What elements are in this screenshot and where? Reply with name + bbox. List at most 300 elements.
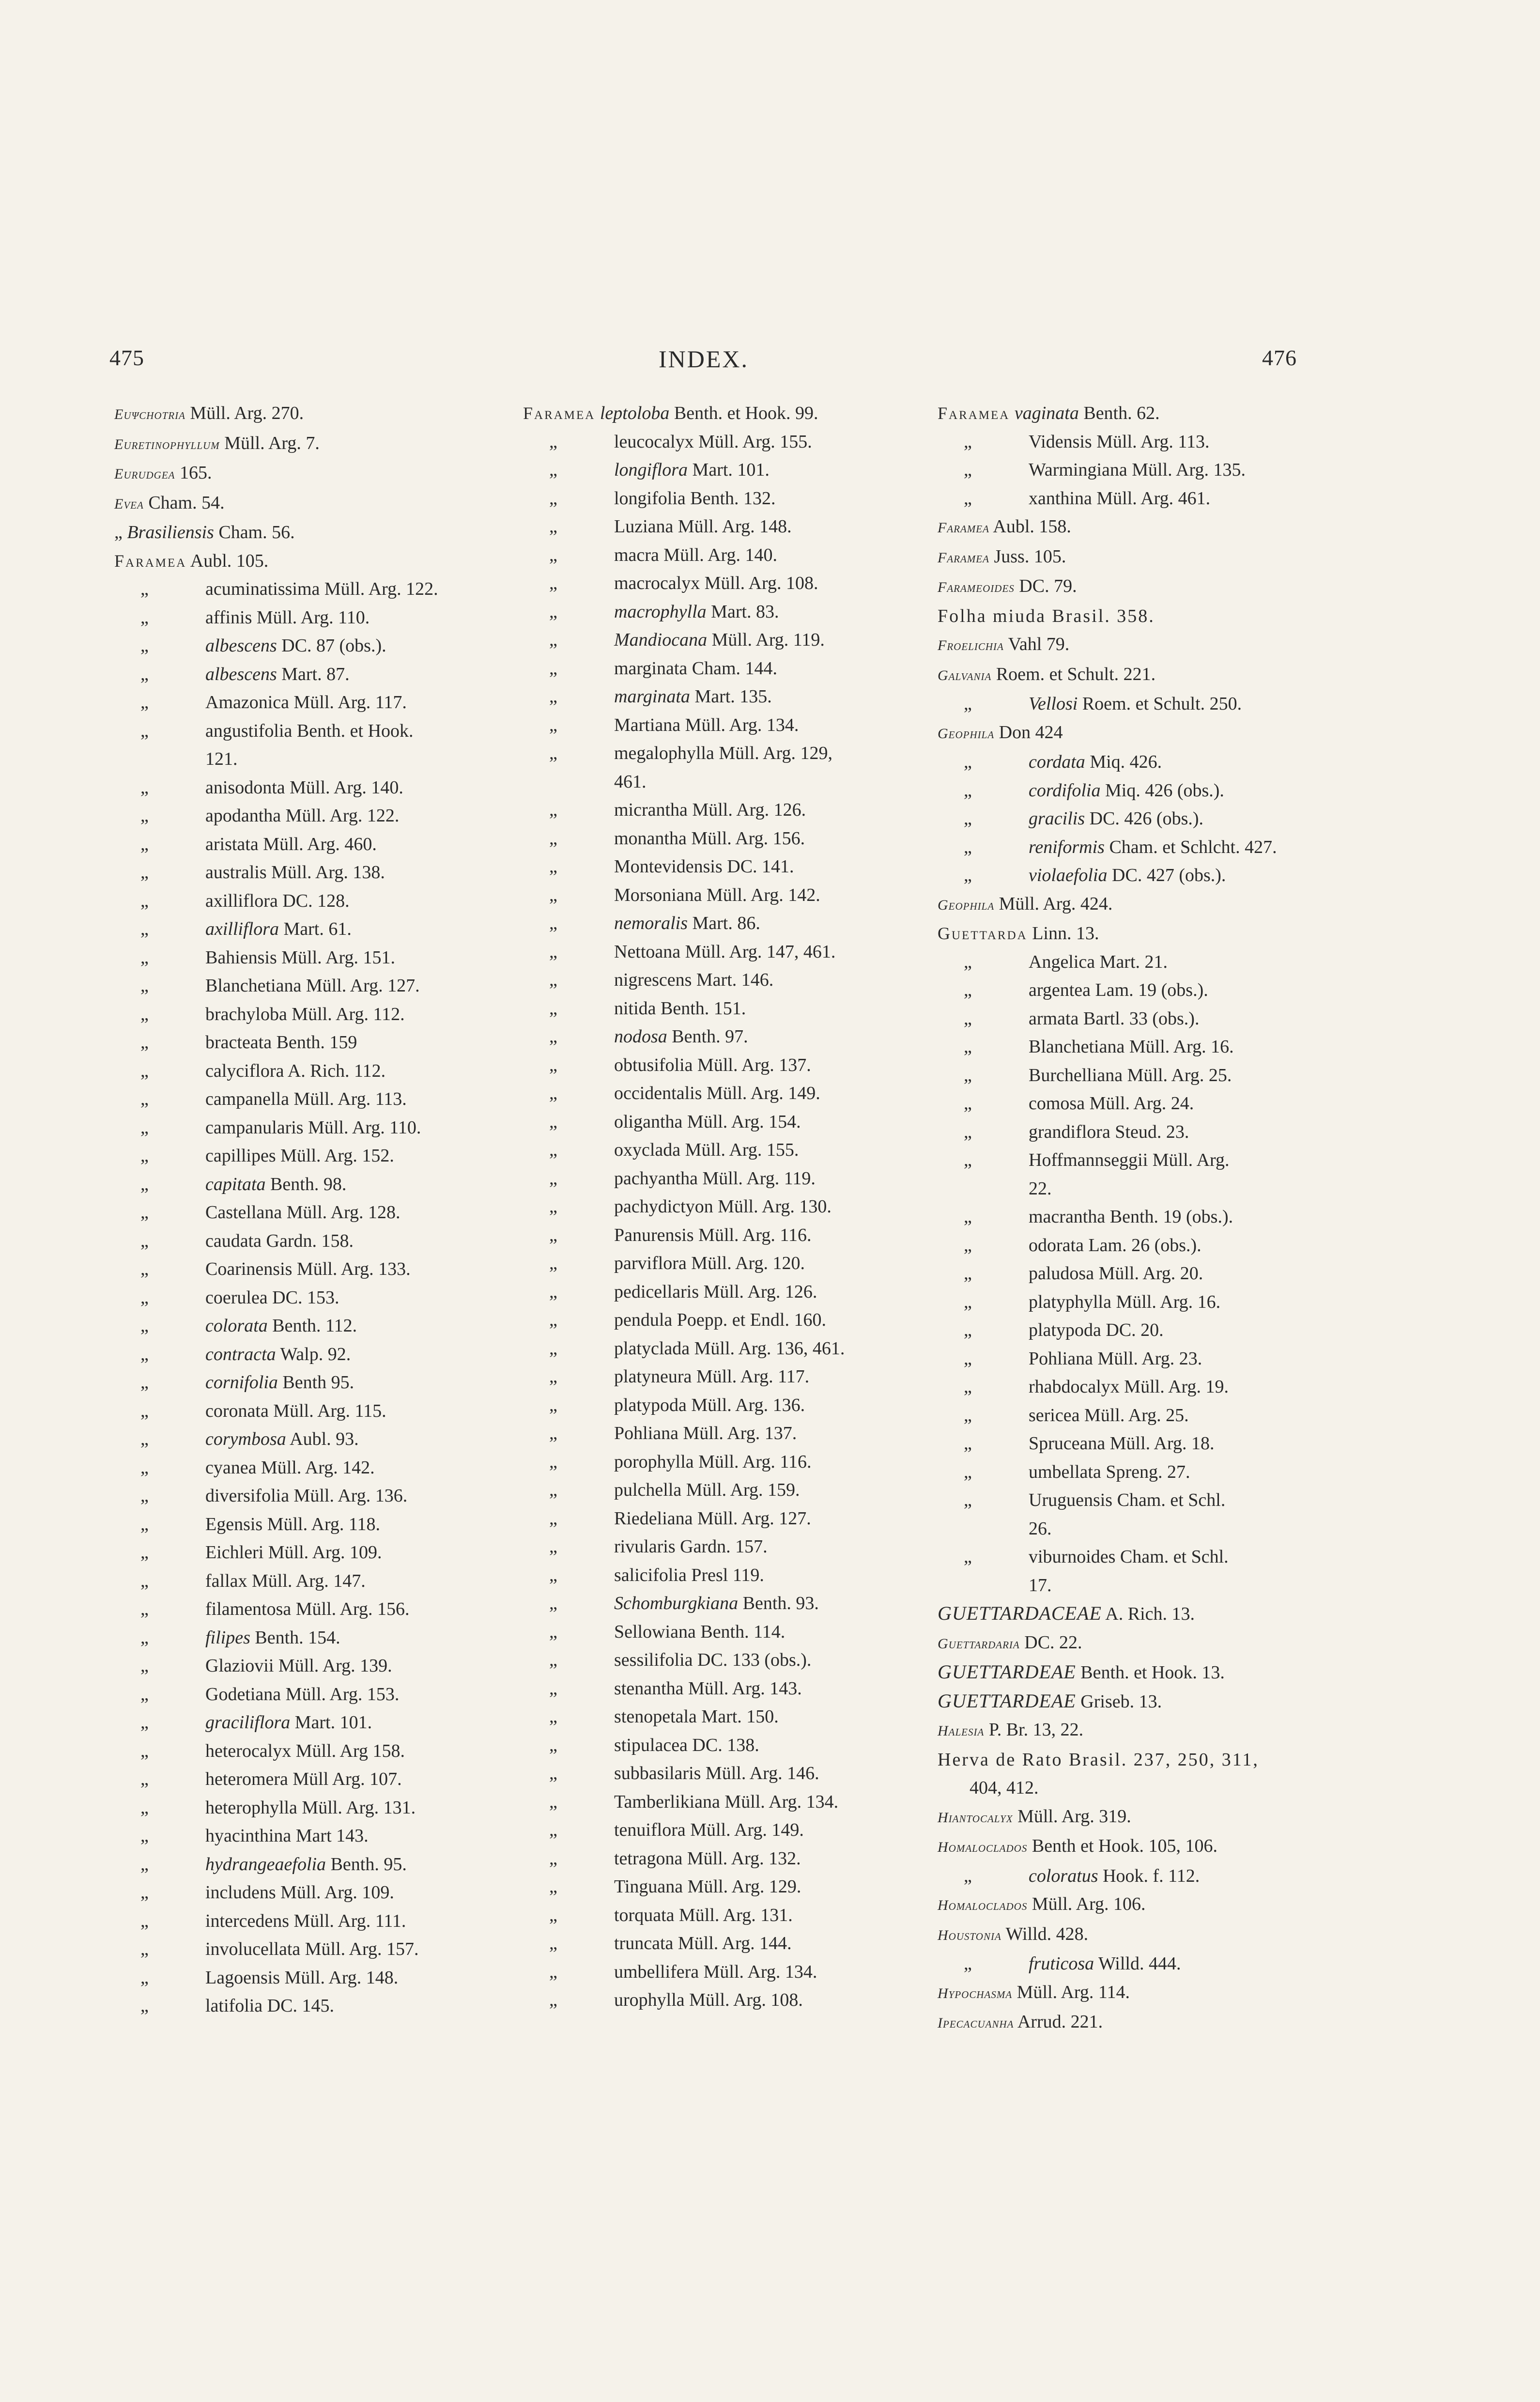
entry-text: Lagoensis Müll. Arg. 148. <box>205 1967 399 1988</box>
ditto-mark: „ <box>549 1565 557 1585</box>
entry-text: macrocalyx Müll. Arg. 108. <box>614 573 818 593</box>
entry-text: Egensis Müll. Arg. 118. <box>205 1514 381 1534</box>
entry-reference: Mart. 101. <box>290 1712 372 1733</box>
entry-text: axilliflora DC. 128. <box>205 890 350 911</box>
entry-text: Morsoniana Müll. Arg. 142. <box>614 884 820 905</box>
ditto-mark: „ <box>964 808 972 829</box>
entry-reference: Müll. Arg. 106. <box>1027 1894 1146 1914</box>
ditto-mark: „ <box>964 752 972 772</box>
entry-text: campanularis Müll. Arg. 110. <box>205 1117 421 1138</box>
genus-name: Guettardaria <box>938 1635 1020 1652</box>
index-entry <box>523 626 920 654</box>
index-entry <box>523 1533 920 1561</box>
ditto-mark: „ <box>549 1735 557 1755</box>
ditto-mark: „ <box>964 1490 972 1510</box>
entry-reference: Mart. 61. <box>279 919 352 939</box>
species-name: axilliflora <box>205 919 279 939</box>
ditto-mark: „ <box>140 1202 149 1223</box>
index-entry <box>523 1193 920 1221</box>
species-name: macrophylla <box>614 601 707 622</box>
genus-name: Geophila <box>938 897 995 913</box>
entry-text: Blanchetiana Müll. Arg. 16. <box>1029 1037 1234 1057</box>
index-entry <box>938 805 1354 833</box>
index-entry <box>523 399 920 428</box>
ditto-mark: „ <box>549 1621 557 1642</box>
ditto-mark: „ <box>549 856 557 877</box>
entry-reference: Juss. 105. <box>989 546 1066 567</box>
index-entry <box>938 976 1354 1005</box>
entry-reference: Cham. 54. <box>143 492 225 513</box>
index-entry <box>523 598 920 626</box>
index-entry <box>523 569 920 598</box>
ditto-mark: „ <box>964 431 972 452</box>
species-name: albescens <box>205 635 277 656</box>
genus-name: Faramea <box>938 403 1010 423</box>
species-name: contracta <box>205 1344 276 1364</box>
index-entry <box>523 1958 920 1986</box>
entry-text: involucellata Müll. Arg. 157. <box>205 1939 419 1959</box>
index-entry <box>114 660 497 689</box>
index-entry <box>114 1878 497 1907</box>
index-entry <box>523 994 920 1023</box>
entry-text: pachyantha Müll. Arg. 119. <box>614 1168 816 1189</box>
ditto-mark: „ <box>549 544 557 565</box>
page-number-right: 476 <box>1262 345 1297 370</box>
ditto-mark: „ <box>964 1953 972 1974</box>
species-name: fruticosa <box>1029 1953 1094 1974</box>
entry-text: diversifolia Müll. Arg. 136. <box>205 1486 408 1506</box>
index-entry <box>938 456 1354 484</box>
ditto-mark: „ <box>964 694 972 714</box>
index-entry <box>938 1599 1354 1628</box>
entry-text: viburnoides Cham. et Schl. <box>1029 1547 1229 1567</box>
genus-name: Homaloclados <box>938 1839 1028 1855</box>
entry-text: pulchella Müll. Arg. 159. <box>614 1480 800 1500</box>
entry-text: umbellata Spreng. 27. <box>1029 1461 1190 1482</box>
entry-text: Burchelliana Müll. Arg. 25. <box>1029 1065 1232 1085</box>
index-entry <box>523 1051 920 1080</box>
ditto-mark: „ <box>140 1372 149 1393</box>
entry-text: Vidensis Müll. Arg. 113. <box>1029 431 1210 452</box>
index-entry <box>114 1510 497 1539</box>
entry-text: acuminatissima Müll. Arg. 122. <box>205 579 438 599</box>
ditto-mark: „ <box>140 692 149 713</box>
entry-text: urophylla Müll. Arg. 108. <box>614 1990 803 2010</box>
index-entry <box>523 909 920 938</box>
ditto-mark: „ <box>140 1400 149 1421</box>
genus-name: Guettarda <box>938 924 1028 943</box>
entry-reference: 165. <box>175 463 212 483</box>
index-entry <box>114 1624 497 1652</box>
index-entry <box>523 824 920 853</box>
species-name: Schomburgkiana <box>614 1593 739 1613</box>
ditto-mark: „ <box>140 1089 149 1109</box>
ditto-mark: „ <box>140 1429 149 1449</box>
index-entry <box>114 1198 497 1227</box>
index-entry <box>523 1929 920 1958</box>
entry-text: Warmingiana Müll. Arg. 135. <box>1029 460 1246 480</box>
index-entry <box>938 1203 1354 1231</box>
index-entry <box>114 1397 497 1426</box>
entry-text: heterocalyx Müll. Arg 158. <box>205 1740 405 1761</box>
ditto-mark: „ <box>140 1117 149 1138</box>
index-entry <box>114 1142 497 1170</box>
species-name: nodosa <box>614 1026 667 1047</box>
ditto-mark: „ <box>549 1310 557 1330</box>
genus-name: Eurudgea <box>114 466 175 482</box>
entry-text: obtusifolia Müll. Arg. 137. <box>614 1054 811 1075</box>
genus-name: Euψchotria <box>114 406 185 422</box>
ditto-mark: „ <box>964 780 972 801</box>
entry-text: fallax Müll. Arg. 147. <box>205 1570 366 1591</box>
index-entry <box>114 489 497 519</box>
ditto-mark: „ <box>549 1140 557 1160</box>
index-entry <box>114 1794 497 1822</box>
ditto-mark: „ <box>140 1882 149 1903</box>
index-entry <box>938 776 1354 805</box>
ditto-mark: „ <box>140 1174 149 1194</box>
ditto-mark: „ <box>140 720 149 741</box>
ditto-mark: „ <box>964 1461 972 1482</box>
index-entry <box>938 602 1354 631</box>
genus-name: Evea <box>114 496 144 512</box>
ditto-mark: „ <box>964 1093 972 1114</box>
species-name: vaginata <box>1010 403 1079 423</box>
entry-text: campanella Müll. Arg. 113. <box>205 1089 407 1109</box>
entry-text: pachydictyon Müll. Arg. 130. <box>614 1196 832 1217</box>
entry-text: oxyclada Müll. Arg. 155. <box>614 1140 799 1160</box>
ditto-mark: „ <box>140 1599 149 1619</box>
entry-text: Pohliana Müll. Arg. 137. <box>614 1423 797 1443</box>
index-entry <box>523 1646 920 1674</box>
entry-reference: DC. 427 (obs.). <box>1107 865 1226 885</box>
ditto-mark: „ <box>549 1366 557 1387</box>
index-entry <box>938 861 1354 890</box>
entry-text: Amazonica Müll. Arg. 117. <box>205 692 407 713</box>
entry-text: platypoda DC. 20. <box>1029 1320 1164 1340</box>
ditto-mark: „ <box>140 579 149 599</box>
index-entry <box>938 748 1354 776</box>
entry-reference: Benth. 98. <box>265 1174 347 1194</box>
entry-text: parviflora Müll. Arg. 120. <box>614 1253 805 1273</box>
index-entry <box>523 852 920 881</box>
index-entry <box>523 1731 920 1760</box>
index-entry <box>114 1964 497 1992</box>
index-column-2 <box>523 399 920 2015</box>
index-entry <box>114 858 497 887</box>
ditto-mark: „ <box>964 460 972 480</box>
entry-reference: Linn. 13. <box>1027 923 1099 944</box>
index-entry <box>938 1458 1354 1487</box>
index-entry <box>938 1231 1354 1260</box>
ditto-mark: „ <box>964 1150 972 1170</box>
entry-text: Glaziovii Müll. Arg. 139. <box>205 1656 392 1676</box>
index-entry <box>938 630 1354 660</box>
index-entry <box>938 1118 1354 1147</box>
index-entry <box>523 1306 920 1334</box>
entry-reference: DC. 79. <box>1014 576 1077 596</box>
ditto-mark: „ <box>964 1207 972 1227</box>
index-entry <box>938 1259 1354 1288</box>
entry-reference: Walp. 92. <box>276 1344 351 1364</box>
index-entry <box>938 1146 1354 1203</box>
index-entry <box>523 711 920 740</box>
ditto-prefix: „ <box>114 522 127 542</box>
species-name: reniformis <box>1029 837 1105 857</box>
index-entry <box>114 1935 497 1964</box>
entry-reference: Benth. 97. <box>667 1026 748 1047</box>
entry-text: salicifolia Presl 119. <box>614 1565 764 1585</box>
index-entry <box>938 1890 1354 1920</box>
index-entry <box>523 512 920 541</box>
entry-text: latifolia DC. 145. <box>205 1996 334 2016</box>
entry-reference: Müll. Arg. 119. <box>707 630 825 650</box>
ditto-mark: „ <box>140 1826 149 1846</box>
index-entry <box>114 1992 497 2020</box>
index-entry <box>114 1085 497 1114</box>
ditto-mark: „ <box>964 1865 972 1886</box>
ditto-mark: „ <box>549 1876 557 1897</box>
entry-reference: Miq. 426. <box>1085 752 1162 772</box>
ditto-mark: „ <box>964 980 972 1000</box>
entry-text: argentea Lam. 19 (obs.). <box>1029 980 1208 1000</box>
ditto-mark: „ <box>549 1395 557 1415</box>
entry-reference: Mart. 101. <box>688 460 770 480</box>
entry-reference: Vahl 79. <box>1003 634 1070 654</box>
ditto-mark: „ <box>140 777 149 798</box>
index-entry <box>938 542 1354 573</box>
entry-text: Martiana Müll. Arg. 134. <box>614 714 799 735</box>
index-entry <box>114 830 497 859</box>
index-entry <box>938 890 1354 920</box>
entry-text: leucocalyx Müll. Arg. 155. <box>614 431 812 452</box>
entry-text: apodantha Müll. Arg. 122. <box>205 806 400 826</box>
index-entry <box>523 1419 920 1448</box>
entry-text: Bahiensis Müll. Arg. 151. <box>205 947 395 968</box>
index-entry <box>523 1391 920 1420</box>
entry-reference: Hook. f. 112. <box>1098 1865 1200 1886</box>
ditto-mark: „ <box>549 1168 557 1189</box>
entry-text: platyphylla Müll. Arg. 16. <box>1029 1291 1221 1312</box>
ditto-mark: „ <box>140 1146 149 1166</box>
entry-reference: Benth. 154. <box>250 1627 340 1648</box>
entry-text: rivularis Gardn. 157. <box>614 1536 768 1557</box>
entry-text: longifolia Benth. 132. <box>614 488 776 509</box>
ditto-mark: „ <box>140 1740 149 1761</box>
ditto-mark: „ <box>549 1763 557 1783</box>
index-entry <box>938 690 1354 718</box>
ditto-mark: „ <box>140 947 149 968</box>
index-entry <box>523 1221 920 1250</box>
ditto-mark: „ <box>549 1905 557 1925</box>
entry-text: angustifolia Benth. et Hook. <box>205 720 414 741</box>
index-entry <box>114 632 497 660</box>
index-entry <box>523 1023 920 1051</box>
index-entry <box>523 1901 920 1930</box>
index-entry <box>114 459 497 489</box>
ditto-mark: „ <box>549 1224 557 1245</box>
ditto-mark: „ <box>140 635 149 656</box>
ditto-mark: „ <box>140 1627 149 1648</box>
species-name: marginata <box>614 686 690 707</box>
ditto-mark: „ <box>140 1259 149 1279</box>
ditto-mark: „ <box>549 1451 557 1472</box>
index-entry <box>114 1765 497 1794</box>
entry-text: tenuiflora Müll. Arg. 149. <box>614 1820 804 1840</box>
index-entry <box>114 547 497 575</box>
entry-text: torquata Müll. Arg. 131. <box>614 1905 793 1925</box>
index-entry <box>523 484 920 513</box>
ditto-mark: „ <box>140 1996 149 2016</box>
ditto-mark: „ <box>140 1004 149 1024</box>
genus-name: Halesia <box>938 1723 985 1739</box>
index-entry <box>938 948 1354 976</box>
index-entry <box>114 1850 497 1879</box>
index-entry <box>523 1079 920 1108</box>
ditto-mark: „ <box>549 970 557 990</box>
ditto-mark: „ <box>140 1939 149 1959</box>
entry-text: calyciflora A. Rich. 112. <box>205 1060 386 1081</box>
ditto-mark: „ <box>140 1854 149 1875</box>
ditto-mark: „ <box>964 1037 972 1057</box>
index-entry <box>114 399 497 429</box>
index-entry <box>938 919 1354 948</box>
entry-reference: Benth. 93. <box>738 1593 819 1613</box>
index-entry <box>938 1746 1354 1802</box>
entry-text: Pohliana Müll. Arg. 23. <box>1029 1348 1202 1369</box>
species-name: filipes <box>205 1627 250 1648</box>
index-entry <box>523 1788 920 1816</box>
ditto-mark: „ <box>140 1542 149 1563</box>
entry-text: platypoda Müll. Arg. 136. <box>614 1395 805 1415</box>
ditto-mark: „ <box>549 658 557 679</box>
index-entry <box>114 802 497 830</box>
species-name: Mandiocana <box>614 630 708 650</box>
entry-reference: Müll. Arg. 7. <box>219 433 320 453</box>
genus-name: Euretinophyllum <box>114 436 220 452</box>
index-entry <box>523 1703 920 1731</box>
ditto-mark: „ <box>140 1797 149 1818</box>
genus-name: Homaloclados <box>938 1897 1028 1913</box>
entry-text: umbellifera Müll. Arg. 134. <box>614 1961 817 1982</box>
entry-text: Castellana Müll. Arg. 128. <box>205 1202 400 1223</box>
ditto-mark: „ <box>549 573 557 593</box>
index-entry <box>938 1832 1354 1862</box>
index-entry <box>938 660 1354 690</box>
index-entry <box>523 541 920 570</box>
index-entry <box>114 717 497 774</box>
ditto-mark: „ <box>549 1961 557 1982</box>
ditto-mark: „ <box>140 862 149 883</box>
entry-text: stipulacea DC. 138. <box>614 1735 759 1755</box>
running-header: INDEX. <box>659 345 749 372</box>
ditto-mark: „ <box>549 1706 557 1727</box>
entry-text: hyacinthina Mart 143. <box>205 1826 369 1846</box>
genus-name: Faramea <box>938 520 989 536</box>
entry-text: stenopetala Mart. 150. <box>614 1706 779 1727</box>
entry-reference: Don 424 <box>994 722 1063 743</box>
entry-text: cyanea Müll. Arg. 142. <box>205 1457 375 1478</box>
ditto-mark: „ <box>549 884 557 905</box>
species-name: nemoralis <box>614 913 688 933</box>
species-name: cordifolia <box>1029 780 1101 801</box>
index-entry <box>938 1628 1354 1658</box>
index-entry <box>523 654 920 683</box>
entry-text: Eichleri Müll. Arg. 109. <box>205 1542 382 1563</box>
species-name: corymbosa <box>205 1429 286 1449</box>
ditto-mark: „ <box>140 1712 149 1733</box>
entry-text: Uruguensis Cham. et Schl. <box>1029 1490 1226 1510</box>
entry-text: aristata Müll. Arg. 460. <box>205 834 377 854</box>
entry-text: nitida Benth. 151. <box>614 998 746 1019</box>
entry-reference: Müll. Arg. 424. <box>994 893 1113 914</box>
index-entry <box>938 1978 1354 2008</box>
species-name: hydrangeaefolia <box>205 1854 326 1875</box>
index-entry <box>523 1674 920 1703</box>
entry-text: filamentosa Müll. Arg. 156. <box>205 1599 410 1619</box>
index-entry <box>523 1561 920 1590</box>
entry-reference: Miq. 426 (obs.). <box>1100 780 1224 801</box>
index-entry <box>114 1907 497 1936</box>
genus-name: Ipecacuanha <box>938 2015 1014 2031</box>
ditto-mark: „ <box>549 1990 557 2010</box>
index-entry <box>938 1486 1354 1543</box>
index-entry <box>938 1862 1354 1891</box>
index-entry <box>523 938 920 966</box>
ditto-mark: „ <box>140 806 149 826</box>
entry-text: monantha Müll. Arg. 156. <box>614 828 805 849</box>
entry-text: Folha miuda Brasil. 358. <box>938 605 1155 626</box>
entry-text: australis Müll. Arg. 138. <box>205 862 385 883</box>
index-entry <box>523 1589 920 1618</box>
ditto-mark: „ <box>549 1281 557 1302</box>
entry-text: affinis Müll. Arg. 110. <box>205 607 370 628</box>
index-entry <box>938 1716 1354 1746</box>
index-entry <box>114 1368 497 1397</box>
index-entry <box>114 1708 497 1737</box>
genus-name: Faramea <box>523 403 596 423</box>
index-entry <box>523 682 920 711</box>
entry-text: brachyloba Müll. Arg. 112. <box>205 1004 405 1024</box>
ditto-mark: „ <box>549 1678 557 1699</box>
entry-reference: Mart. 135. <box>690 686 772 707</box>
ditto-mark: „ <box>549 743 557 763</box>
index-entry <box>938 1005 1354 1033</box>
entry-text: heterophylla Müll. Arg. 131. <box>205 1797 416 1818</box>
species-name: violaefolia <box>1029 865 1108 885</box>
entry-reference: Müll. Arg. 319. <box>1013 1806 1131 1827</box>
ditto-mark: „ <box>549 1593 557 1613</box>
index-entry <box>523 1816 920 1844</box>
index-entry <box>114 429 497 459</box>
ditto-mark: „ <box>140 1570 149 1591</box>
entry-reference: Müll. Arg. 114. <box>1012 1982 1130 2002</box>
index-entry <box>938 1061 1354 1090</box>
entry-reference: Aubl. 93. <box>286 1429 359 1449</box>
ditto-mark: „ <box>140 1967 149 1988</box>
index-entry <box>938 2008 1354 2038</box>
index-entry <box>938 1543 1354 1599</box>
index-entry <box>938 1429 1354 1458</box>
entry-reference: Benth. et Hook. 99. <box>669 403 818 423</box>
ditto-mark: „ <box>549 488 557 509</box>
entry-text: Tinguana Müll. Arg. 129. <box>614 1876 801 1897</box>
ditto-mark: „ <box>964 1008 972 1029</box>
entry-text: occidentalis Müll. Arg. 149. <box>614 1083 820 1103</box>
entry-text: heteromera Müll Arg. 107. <box>205 1769 402 1789</box>
entry-continuation: 26. <box>1029 1518 1052 1539</box>
ditto-mark: „ <box>140 919 149 939</box>
